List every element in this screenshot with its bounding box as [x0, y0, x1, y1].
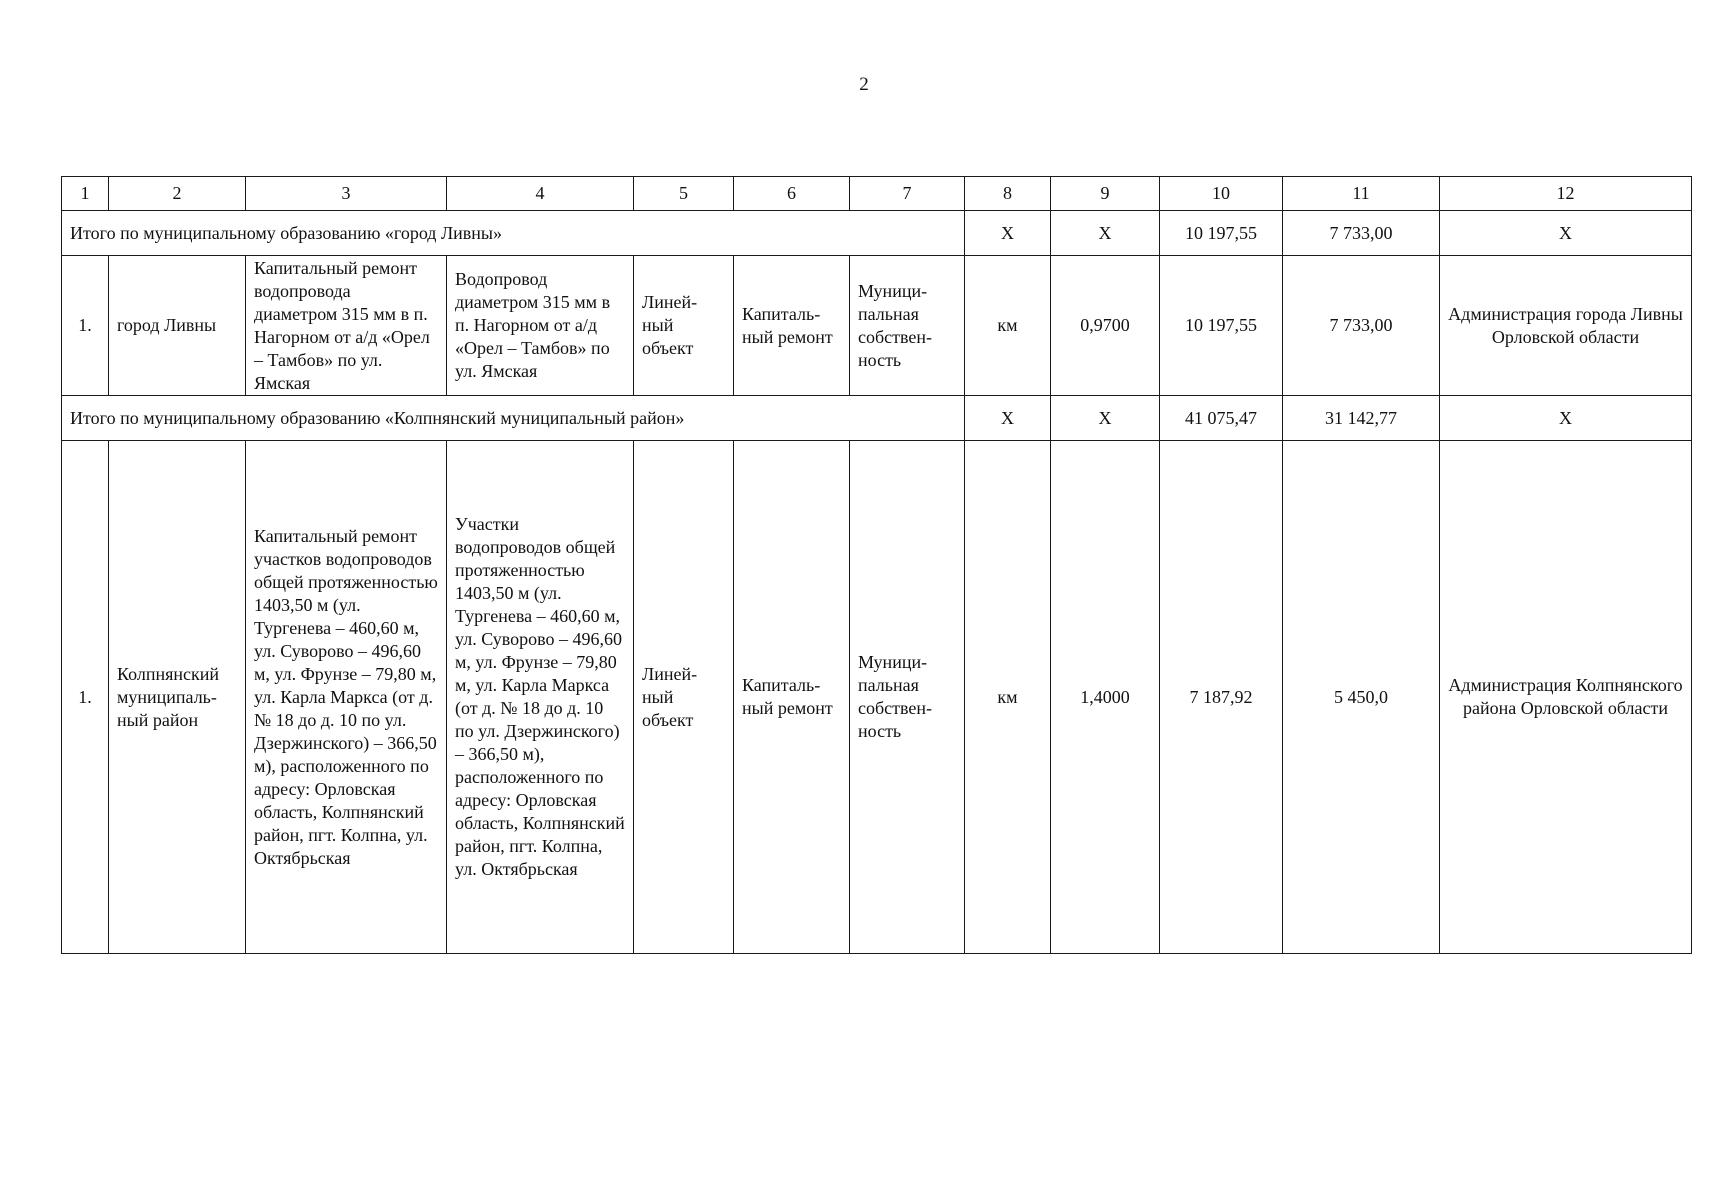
column-header: 6: [734, 177, 850, 211]
municipality-cell: Колпнянский муниципаль-ный район: [109, 441, 246, 954]
total-col12: X: [1440, 396, 1692, 441]
total-col12: X: [1440, 211, 1692, 256]
total-col8: X: [965, 211, 1051, 256]
unit-cell: км: [965, 256, 1051, 396]
ownership-cell: Муници-пальная собствен-ность: [850, 441, 965, 954]
column-header: 2: [109, 177, 246, 211]
column-header: 11: [1283, 177, 1440, 211]
column-header: 10: [1160, 177, 1283, 211]
column-header: 3: [246, 177, 447, 211]
column-header: 9: [1051, 177, 1160, 211]
total-col8: X: [965, 396, 1051, 441]
amount-budget-cell: 5 450,0: [1283, 441, 1440, 954]
column-number-row: [62, 177, 1692, 211]
total-label: Итого по муниципальному образованию «город Ливны»: [62, 211, 965, 256]
quantity-cell: 1,4000: [1051, 441, 1160, 954]
unit-cell: км: [965, 441, 1051, 954]
municipality-cell: город Ливны: [109, 256, 246, 396]
row-number: 1.: [62, 256, 109, 396]
amount-total-cell: 10 197,55: [1160, 256, 1283, 396]
recipient-cell: Администрация Колпнянского района Орловской области: [1440, 441, 1692, 954]
object-type-cell: Линей-ный объект: [634, 441, 734, 954]
amount-total-cell: 7 187,92: [1160, 441, 1283, 954]
table-row: [62, 256, 1692, 396]
quantity-cell: 0,9700: [1051, 256, 1160, 396]
work-name-cell: Капитальный ремонт водопровода диаметром 315 мм в п. Нагорном от а/д «Орел – Тамбов» по ул. Ямская: [246, 256, 447, 396]
total-col9: X: [1051, 211, 1160, 256]
funding-table: [61, 176, 1692, 954]
work-type-cell: Капиталь-ный ремонт: [734, 256, 850, 396]
column-header: 4: [447, 177, 634, 211]
total-row-livny: [62, 211, 1692, 256]
column-header: 1: [62, 177, 109, 211]
object-name-cell: Участки водопроводов общей протяженностью 1403,50 м (ул. Тургенева – 460,60 м, ул. Суворово – 496,60 м, ул. Фрунзе – 79,80 м, ул. Карла Маркса (от д. № 18 до д. 10 по ул. Дзержинского) – 366,50 м), расположенного по адресу: Орловская область, Колпнянский район, пгт. Колпна, ул. Октябрьская: [447, 441, 634, 954]
column-header: 12: [1440, 177, 1692, 211]
work-name-cell: Капитальный ремонт участков водопроводов общей протяженностью 1403,50 м (ул. Тургенева – 460,60 м, ул. Суворово – 496,60 м, ул. Фрунзе – 79,80 м, ул. Карла Маркса (от д. № 18 до д. 10 по ул. Дзержинского) – 366,50 м), расположенного по адресу: Орловская область, Колпнянский район, пгт. Колпна, ул. Октябрьская: [246, 441, 447, 954]
total-amount-total: 10 197,55: [1160, 211, 1283, 256]
object-type-cell: Линей-ный объект: [634, 256, 734, 396]
column-header: 7: [850, 177, 965, 211]
amount-budget-cell: 7 733,00: [1283, 256, 1440, 396]
recipient-cell: Администрация города Ливны Орловской области: [1440, 256, 1692, 396]
total-amount-total: 41 075,47: [1160, 396, 1283, 441]
work-type-cell: Капиталь-ный ремонт: [734, 441, 850, 954]
page-number: 2: [859, 74, 869, 95]
total-row-kolpna: [62, 396, 1692, 441]
total-amount-budget: 31 142,77: [1283, 396, 1440, 441]
ownership-cell: Муници-пальная собствен-ность: [850, 256, 965, 396]
column-header: 8: [965, 177, 1051, 211]
row-number: 1.: [62, 441, 109, 954]
column-header: 5: [634, 177, 734, 211]
object-name-cell: Водопровод диаметром 315 мм в п. Нагорном от а/д «Орел – Тамбов» по ул. Ямская: [447, 256, 634, 396]
total-label: Итого по муниципальному образованию «Колпнянский муниципальный район»: [62, 396, 965, 441]
total-amount-budget: 7 733,00: [1283, 211, 1440, 256]
table-row: [62, 441, 1692, 954]
total-col9: X: [1051, 396, 1160, 441]
